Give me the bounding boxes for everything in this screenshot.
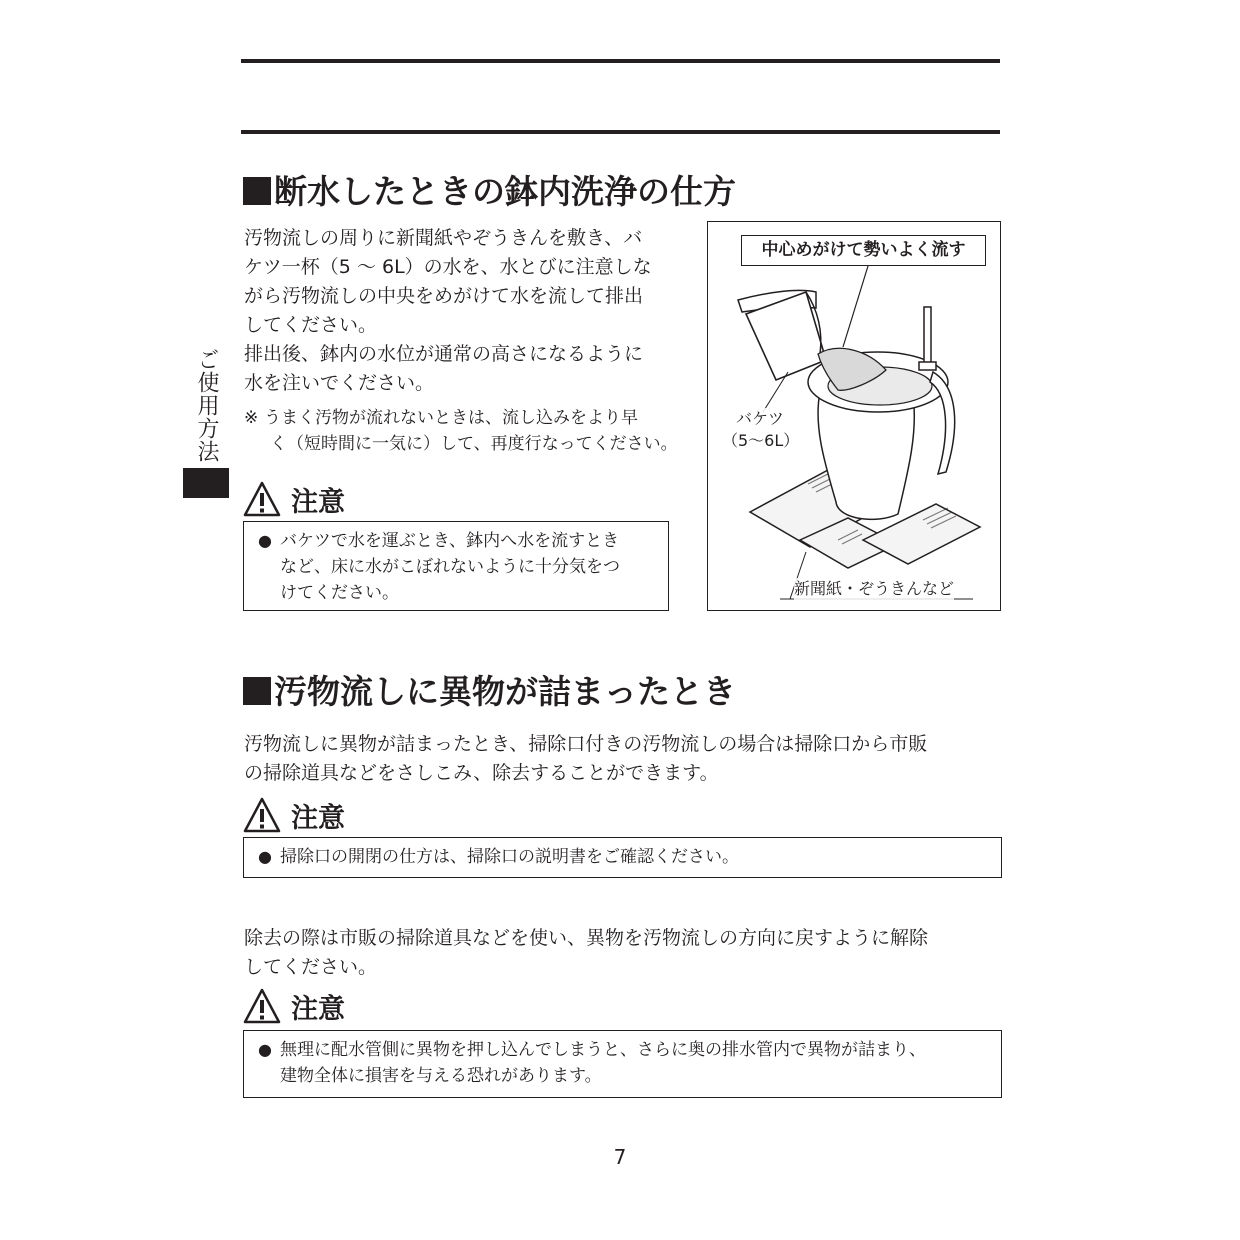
section1-caution-box	[243, 521, 669, 611]
page-number: 7	[613, 1145, 627, 1169]
bullet-icon: ●	[258, 531, 272, 550]
section2-paragraph2	[244, 924, 1004, 982]
note-line: うまく汚物が流れないときは、流し込みをより早	[264, 408, 638, 428]
side-tab-marker	[183, 468, 229, 498]
section2-caution1-box	[243, 837, 1002, 878]
supply-pipe	[924, 307, 931, 367]
warning-triangle-icon	[243, 988, 281, 1024]
section1-title	[243, 172, 736, 212]
caution-title: 注意	[291, 486, 345, 518]
top-rule	[241, 59, 1000, 63]
text-line: ケツ一杯（5 ～ 6L）の水を、水とびに注意しな	[244, 256, 652, 278]
caution-line: 無理に配水管側に異物を押し込んでしまうと、さらに奥の排水管内で異物が詰まり、	[280, 1040, 926, 1060]
text-line: 水を注いでください。	[244, 372, 435, 394]
text-line: の掃除道具などをさしこみ、除去することができます。	[244, 762, 719, 784]
caution-line: バケツで水を運ぶとき、鉢内へ水を流すとき	[280, 531, 620, 551]
text-line: してください。	[244, 314, 378, 336]
text-line: 汚物流しに異物が詰まったとき、掃除口付きの汚物流しの場合は掃除口から市販	[244, 733, 928, 755]
flushing-illustration	[707, 221, 1001, 611]
section2-title-text: 汚物流しに異物が詰まったとき	[274, 672, 736, 711]
square-bullet-icon	[243, 677, 271, 705]
warning-triangle-icon	[243, 797, 281, 833]
warning-triangle-icon	[243, 481, 281, 517]
section1-note	[244, 405, 704, 457]
bucket-volume-label: （5～6L）	[722, 431, 800, 450]
bullet-icon: ●	[258, 847, 272, 866]
side-tab	[183, 348, 229, 498]
side-tab-label: ご使用方法	[194, 348, 219, 463]
note-line: く（短時間に一気に）して、再度行なってください。	[270, 434, 678, 454]
caution-line: けてください。	[280, 583, 399, 603]
section1-caution-heading	[243, 481, 345, 517]
bullet-icon: ●	[258, 1040, 272, 1059]
section2-caution2-heading	[243, 988, 345, 1024]
caution-title: 注意	[291, 802, 345, 834]
section2-paragraph1	[244, 730, 1004, 788]
section1-paragraph2	[244, 340, 704, 398]
section2-caution2-box	[243, 1030, 1002, 1098]
text-line: 除去の際は市販の掃除道具などを使い、異物を汚物流しの方向に戻すように解除	[244, 927, 929, 949]
text-line: 排出後、鉢内の水位が通常の高さになるように	[244, 343, 644, 365]
square-bullet-icon	[243, 177, 271, 205]
floor-covering-label: 新聞紙・ぞうきんなど	[794, 579, 955, 598]
bucket-label: バケツ	[736, 409, 784, 428]
section2-caution1-heading	[243, 797, 345, 833]
text-line: 汚物流しの周りに新聞紙やぞうきんを敷き、バ	[244, 227, 643, 249]
note-mark: ※	[244, 408, 259, 428]
section1-paragraph1	[244, 224, 704, 340]
section2-title	[243, 672, 736, 712]
caution-title: 注意	[291, 993, 345, 1025]
figure-callout: 中心めがけて勢いよく流す	[741, 235, 986, 266]
text-line: してください。	[244, 956, 378, 978]
text-line: がら汚物流しの中央をめがけて水を流して排出	[244, 285, 644, 307]
header-rule	[241, 130, 1000, 134]
caution-line: 掃除口の開閉の仕方は、掃除口の説明書をご確認ください。	[280, 847, 739, 867]
caution-line: など、床に水がこぼれないように十分気をつ	[280, 557, 620, 577]
caution-line: 建物全体に損害を与える恐れがあります。	[280, 1066, 602, 1086]
section1-title-text: 断水したときの鉢内洗浄の仕方	[274, 172, 736, 211]
